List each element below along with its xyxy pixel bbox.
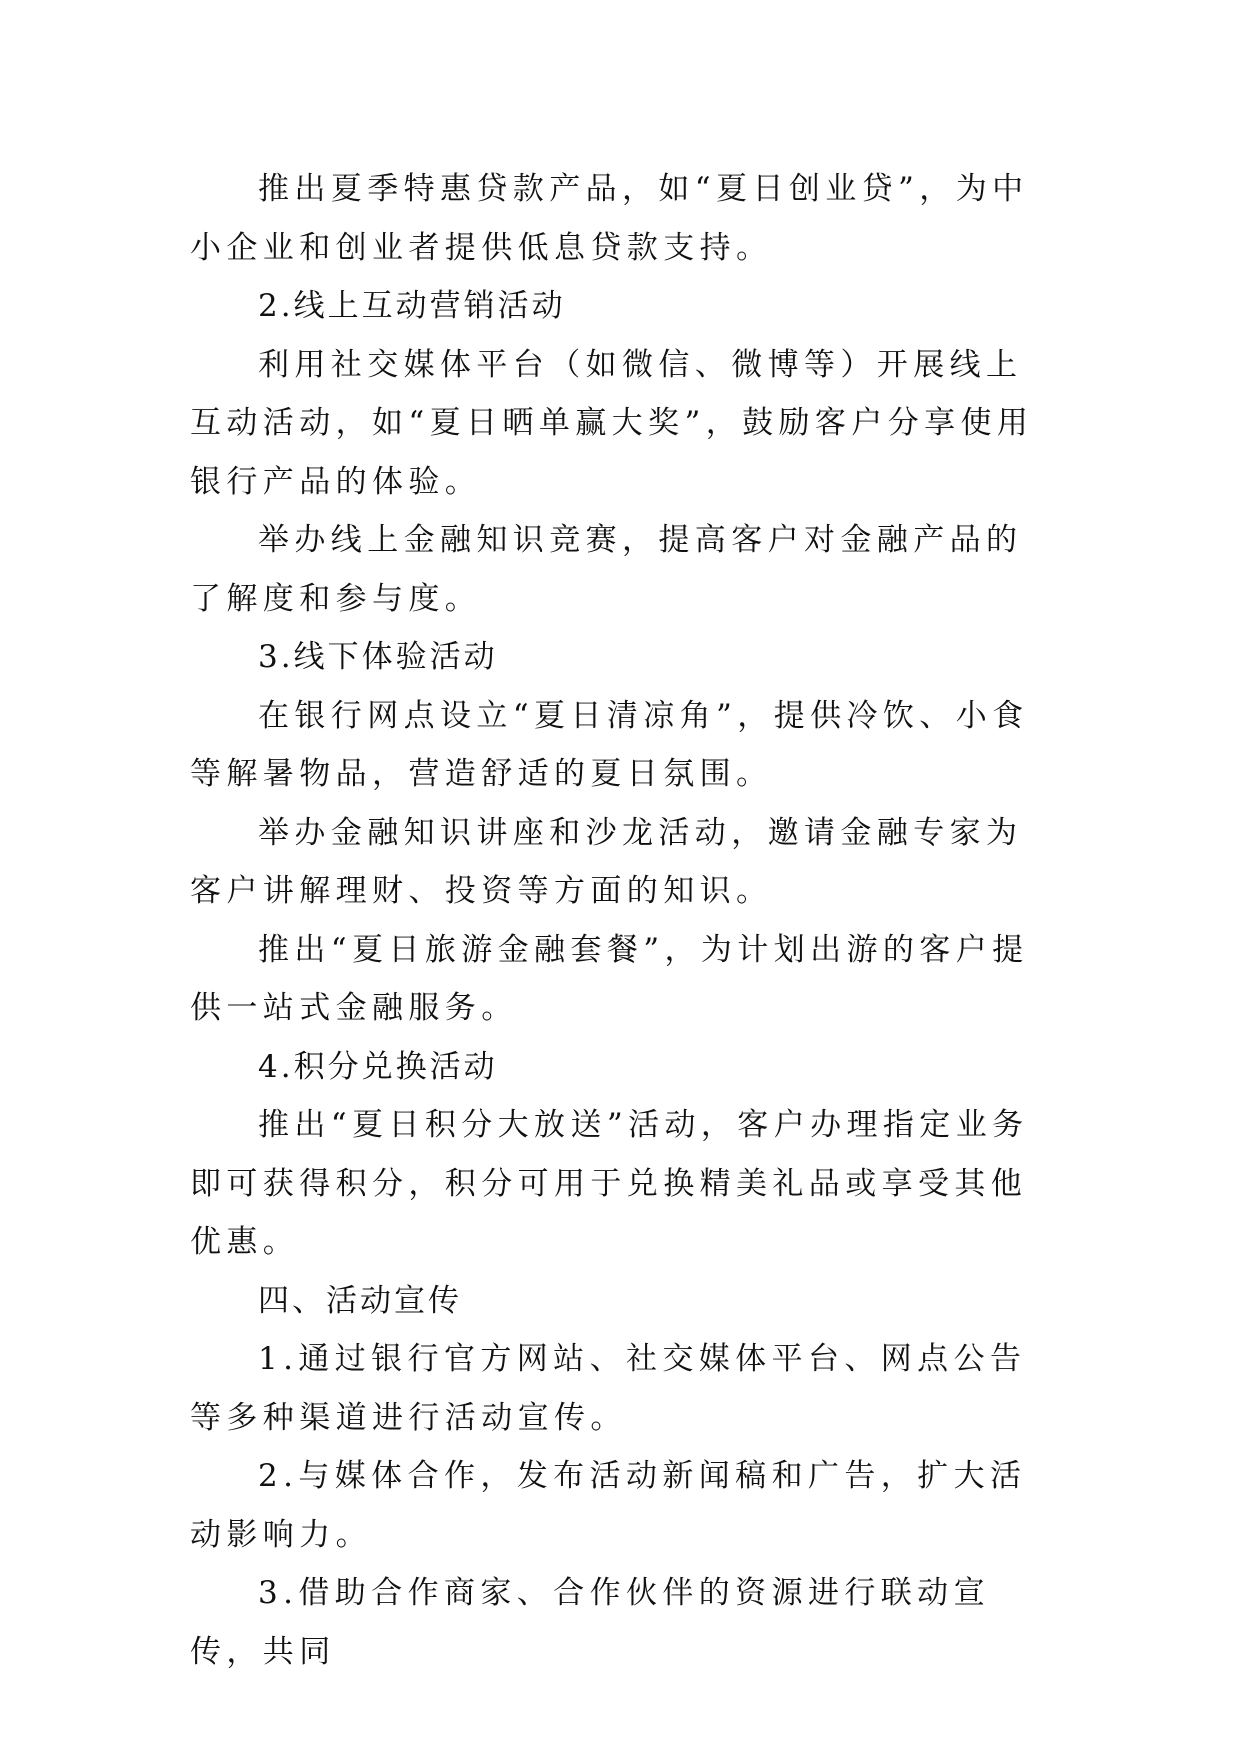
heading-online-marketing: 2.线上互动营销活动 (258, 288, 566, 324)
heading-publicity: 四、活动宣传 (258, 1282, 462, 1319)
paragraph-media-cooperation: 2.与媒体合作，发布活动新闻稿和广告，扩大活动影响力。 (190, 1458, 1027, 1553)
paragraph-partner-promotion: 3.借助合作商家、合作伙伴的资源进行联动宣传，共同 (190, 1575, 990, 1670)
paragraph-points-giveaway: 推出“夏日积分大放送”活动，客户办理指定业务即可获得积分，积分可用于兑换精美礼品或享受其他优惠。 (190, 1107, 1029, 1260)
paragraph-travel-package: 推出“夏日旅游金融套餐”，为计划出游的客户提供一站式金融服务。 (190, 931, 1029, 1026)
paragraph-publicity-channels: 1.通过银行官方网站、社交媒体平台、网点公告等多种渠道进行活动宣传。 (190, 1341, 1027, 1436)
paragraph-social-media-activity: 利用社交媒体平台（如微信、微博等）开展线上互动活动，如“夏日晒单赢大奖”，鼓励客户分享使用银行产品的体验。 (190, 346, 1034, 500)
document-body (190, 160, 1055, 1681)
paragraph-knowledge-contest: 举办线上金融知识竞赛，提高客户对金融产品的了解度和参与度。 (190, 522, 1023, 617)
heading-points-exchange: 4.积分兑换活动 (258, 1048, 498, 1085)
heading-offline-experience: 3.线下体验活动 (258, 639, 498, 675)
paragraph-summer-loan: 推出夏季特惠贷款产品，如“夏日创业贷”，为中小企业和创业者提供低息贷款支持。 (190, 171, 1029, 266)
paragraph-cool-corner: 在银行网点设立“夏日清凉角”，提供冷饮、小食等解暑物品，营造舒适的夏日氛围。 (190, 697, 1029, 792)
paragraph-lectures-salons: 举办金融知识讲座和沙龙活动，邀请金融专家为客户讲解理财、投资等方面的知识。 (190, 814, 1023, 909)
